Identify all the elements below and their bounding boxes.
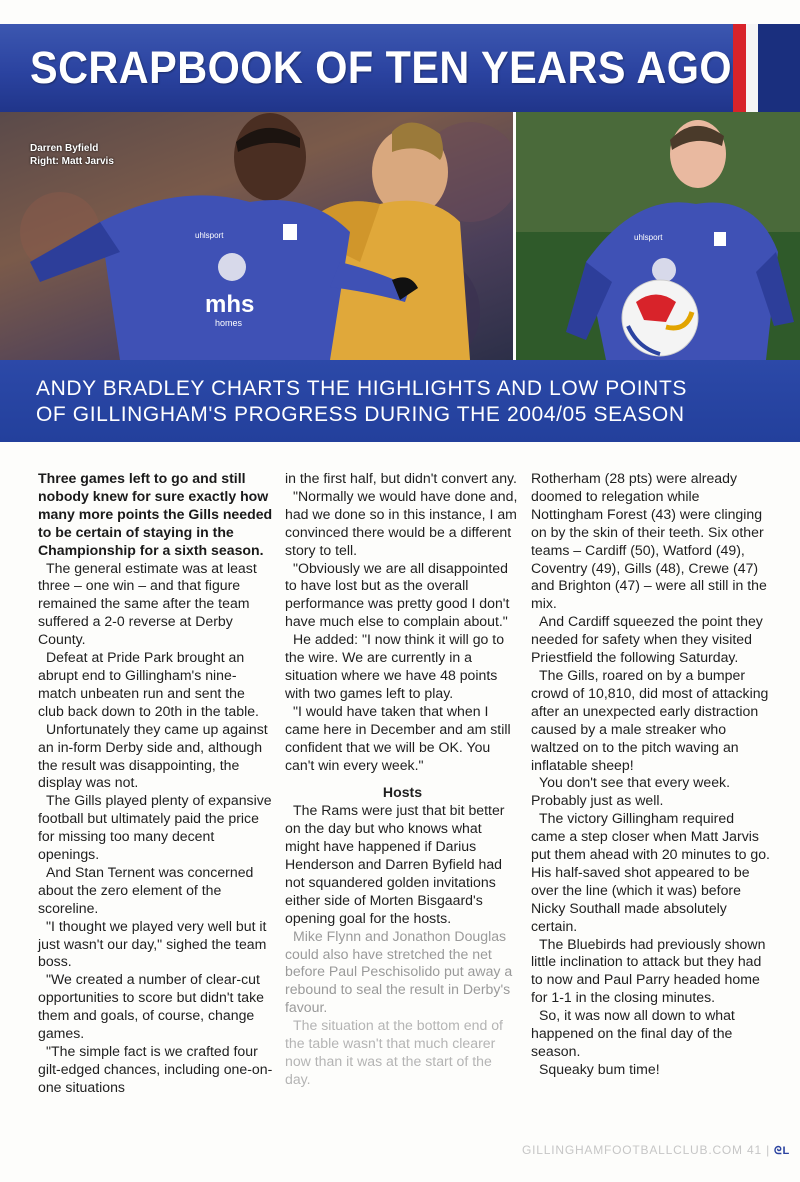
article-paragraph: Squeaky bum time! bbox=[539, 1060, 660, 1077]
article-paragraph: The general estimate was at least three – one win – and that figure remained the same after the team suffered a 2-0 reverse at Derby County. bbox=[38, 559, 257, 648]
article-paragraph: "We created a number of clear-cut opportunities to score but didn't take them and goals, of course, change games. bbox=[38, 971, 264, 1042]
article-paragraph: "Normally we would have done and, had we done so in this instance, I am convinced there would be a different story to tell. bbox=[285, 487, 518, 558]
club-logo-icon: ᘓL bbox=[774, 1144, 791, 1157]
caption-line-2: Right: Matt Jarvis bbox=[30, 156, 114, 167]
standfirst-banner bbox=[0, 360, 800, 442]
article-paragraph: And Stan Ternent was concerned about the zero element of the scoreline. bbox=[38, 863, 254, 916]
article-column-3 bbox=[531, 470, 771, 1079]
article-paragraph: You don't see that every week. Probably just as well. bbox=[531, 774, 730, 809]
standfirst-line-1: ANDY BRADLEY CHARTS THE HIGHLIGHTS AND LOW POINTS bbox=[36, 377, 687, 400]
kit-brand-right: uhlsport bbox=[634, 233, 663, 242]
article-paragraph: The Gills, roared on by a bumper crowd of 10,810, did most of attacking after an unexpected early distraction caused by a male streaker who waltzed on to the pitch waving an inflatable sheep! bbox=[531, 666, 769, 773]
article-paragraph: "Obviously we are all disappointed to have lost but as the overall performance was pretty good I don't have much else to complain about." bbox=[285, 559, 510, 630]
article-paragraph: Rotherham (28 pts) were already doomed to relegation while Nottingham Forest (43) were clinging on by the skin of their teeth. Six other teams – Cardiff (50), Watford (49), Coventry (49), Gills (48), Crewe (47) and Brighton (47) – were all still in the mix. bbox=[531, 470, 767, 612]
club-crest-right bbox=[714, 232, 726, 246]
caption-line-1: Darren Byfield bbox=[30, 143, 99, 154]
article-paragraph: Mike Flynn and Jonathon Douglas could also have stretched the net before Paul Peschisolido put away a rebound to seal the result in Derby's favour. bbox=[285, 927, 513, 1016]
page-footer: GILLINGHAMFOOTBALLCLUB.COM 41 | ᘓL bbox=[522, 1143, 791, 1157]
article-paragraph: "I thought we played very well but it just wasn't our day," sighed the team boss. bbox=[38, 917, 267, 970]
intro-paragraph: Three games left to go and still nobody knew for sure exactly how many more points the Gills needed to be certain of staying in the Championship for a sixth season. bbox=[38, 470, 273, 558]
article-paragraph: The Gills played plenty of expansive football but ultimately paid the price for missing too many decent openings. bbox=[38, 792, 272, 863]
kit-brand-left: uhlsport bbox=[195, 231, 224, 240]
subheading: Hosts bbox=[382, 784, 423, 801]
navy-stripe bbox=[758, 24, 800, 112]
footer-url: GILLINGHAMFOOTBALLCLUB.COM 41 bbox=[522, 1143, 762, 1157]
shirt-sponsor-sub: homes bbox=[215, 318, 243, 328]
article-paragraph: He added: "I now think it will go to the wire. We are currently in a situation where we have 48 points with two games left to play. bbox=[285, 631, 505, 701]
article-paragraph: The victory Gillingham required came a step closer when Matt Jarvis put them ahead with 20 minutes to go. His half-saved shot appeared to be over the line (which it was) before Nicky Southall made absolutely certain. bbox=[531, 810, 770, 934]
article-paragraph: Unfortunately they came up against an in-form Derby side and, although the result was disappointing, the display was not. bbox=[38, 720, 268, 791]
byfield-photo bbox=[0, 112, 513, 360]
article-paragraph: Defeat at Pride Park brought an abrupt end to Gillingham's nine-match unbeaten run and sent the club back down to 20th in the table. bbox=[38, 649, 259, 719]
article-column-1 bbox=[38, 470, 274, 1097]
article-paragraph: in the first half, but didn't convert any. bbox=[285, 470, 517, 486]
article-paragraph: And Cardiff squeezed the point they needed for safety when they visited Priestfield the following Saturday. bbox=[531, 613, 763, 666]
standfirst-line-2: OF GILLINGHAM'S PROGRESS DURING THE 2004/05 SEASON bbox=[36, 403, 685, 426]
club-crest-left bbox=[283, 224, 297, 240]
article-paragraph: The situation at the bottom end of the table wasn't that much clearer now than it was at the start of the day. bbox=[285, 1017, 503, 1087]
article-paragraph: So, it was now all down to what happened on the final day of the season. bbox=[531, 1007, 735, 1059]
page-header bbox=[0, 24, 800, 112]
article-paragraph: "I would have taken that when I came here in December and am still confident that we will be OK. You can't win every week." bbox=[285, 702, 511, 773]
photo-caption bbox=[30, 142, 114, 168]
shirt-sponsor: mhs bbox=[205, 291, 255, 318]
article-paragraph: "The simple fact is we crafted four gilt-edged chances, including one-on-one situations bbox=[38, 1043, 273, 1095]
jarvis-photo bbox=[516, 112, 800, 360]
article-paragraph: The Rams were just that bit better on the day but who knows what might have happened if Darius Henderson and Darren Byfield had not squandered golden invitations either side of Morten Bisgaard's opening goal for the hosts. bbox=[285, 802, 505, 926]
jarvis-illustration bbox=[516, 112, 800, 360]
article-column-2 bbox=[285, 470, 520, 1089]
article-paragraph: The Bluebirds had previously shown little inclination to attack but they had to now and Paul Parry headed home for 1-1 in the closing minutes. bbox=[531, 935, 766, 1006]
page-title: SCRAPBOOK OF TEN YEARS AGO bbox=[30, 42, 733, 93]
red-stripe bbox=[733, 24, 746, 112]
white-stripe bbox=[746, 24, 758, 112]
